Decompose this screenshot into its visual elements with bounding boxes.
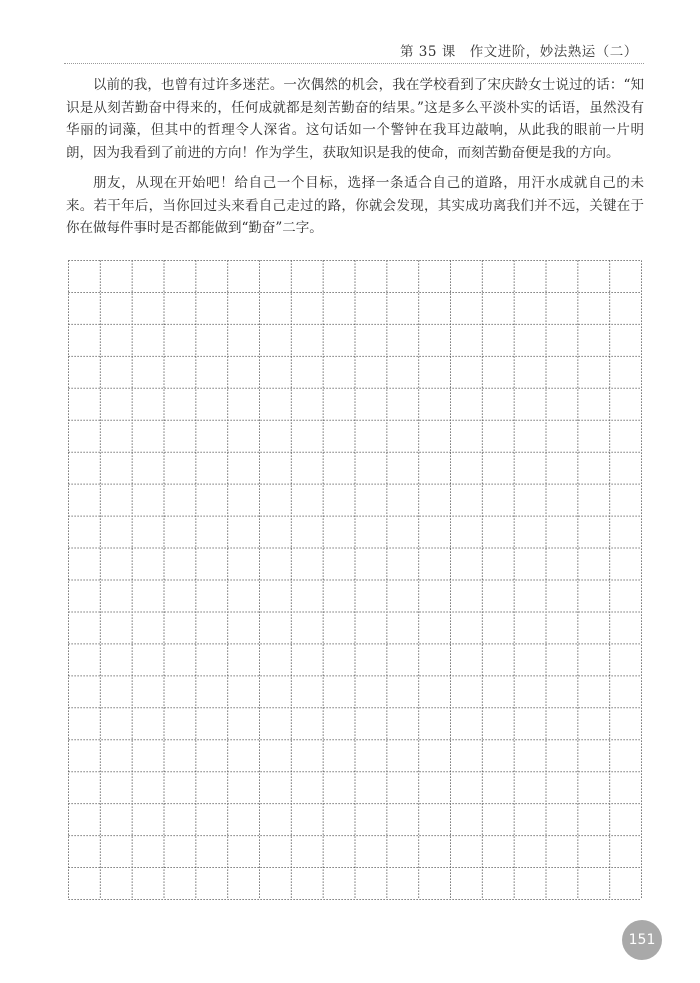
header-divider <box>64 63 644 64</box>
page-number-badge: 151 <box>622 920 662 960</box>
running-header: 第 35 课 作文进阶，妙法熟运（二） <box>400 44 638 60</box>
writing-grid[interactable] <box>68 260 642 900</box>
essay-paragraph-2: 朋友，从现在开始吧！给自己一个目标，选择一条适合自己的道路，用汗水成就自己的未来。若干年后，当你回过头来看自己走过的路，你就会发现，其实成功离我们并不远，关键在于你在做每件事时是否都能做到“勤奋”二字。 <box>66 175 644 236</box>
essay-paragraph-1: 以前的我，也曾有过许多迷茫。一次偶然的机会，我在学校看到了宋庆龄女士说过的话：“知识是从刻苦勤奋中得来的，任何成就都是刻苦勤奋的结果。”这是多么平淡朴实的话语，虽然没有华丽的词藻，但其中的哲理令人深省。这句话如一个警钟在我耳边敲响，从此我的眼前一片明朗，因为我看到了前进的方向！作为学生，获取知识是我的使命，而刻苦勤奋便是我的方向。 <box>66 77 644 161</box>
